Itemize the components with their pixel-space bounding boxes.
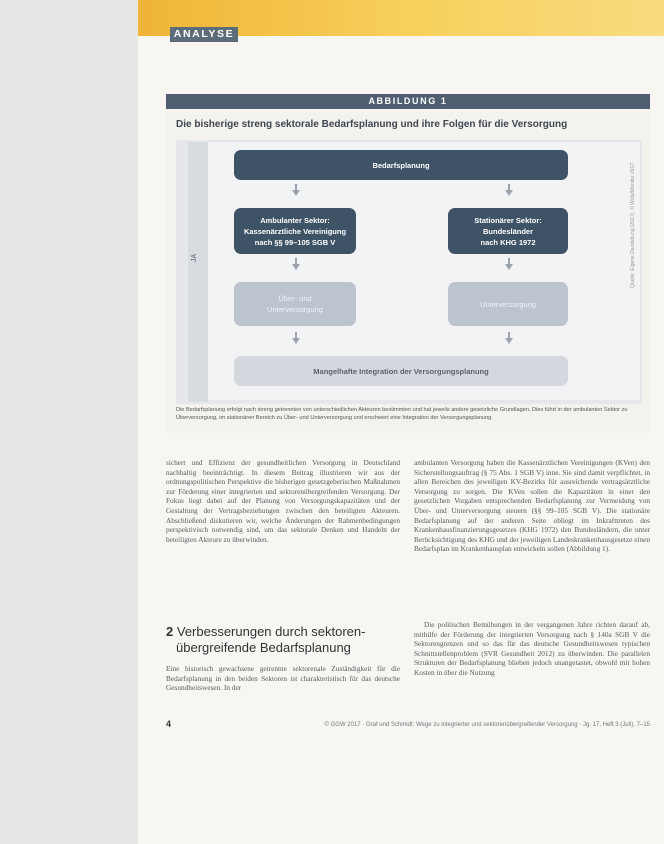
page-number: 4 xyxy=(166,719,172,729)
node-stat-line1: Stationärer Sektor: xyxy=(474,215,542,225)
node-unterversorgung: Unterversorgung xyxy=(448,282,568,326)
figure-label: ABBILDUNG 1 xyxy=(166,94,650,109)
section-heading-line2: übergreifende Bedarfsplanung xyxy=(176,640,351,655)
body-paragraph: Eine historisch gewachsene getrennte sektorenale Zuständigkeit für die Bedarfsplanung in den beiden Sektoren ist charakteristisch für das deutsche Gesundheitswesen. In der xyxy=(166,664,400,693)
node-bedarfsplanung: Bedarfsplanung xyxy=(234,150,568,180)
body-paragraph: ambulanten Versorgung haben die Kassenärztlichen Vereinigungen (KVen) den Sicherstellungsauftrag (§ 75 Abs. 1 SGB V) inne. Sie sind damit verpflichtet, in allen Bereichen des jeweiligen KV-Bezirks für ausreichende vertragsärztliche Versorgung zu sorgen. Die KVen sollen die Kapazitäten in einer den gesetzlichen Vorgaben entsprechenden Bedarfsplanung zur Vermeidung von Über- und Unterversorgung steuern (§§ 99–105 SGB V). Die stationäre Bedarfsplanung auf der anderen Seite obliegt im Inkrafttreten des Krankenhausfinanzierungsgesetzes (KHG 1972) den Bundesländern, die unter Berücksichtigung des KHG und der jeweiligen Landeskrankenhausgesetze einen Bedarfsplan im Krankenhausplan entwickeln sollen (Abbildung 1). xyxy=(414,458,650,554)
figure-source-note: Quelle: Eigene Darstellung (2017), © Wido/Monitor 2017 xyxy=(630,162,636,288)
node-stat-line2: Bundesländer xyxy=(482,226,533,236)
node-ueber-unterversorgung xyxy=(234,282,356,326)
node-amb-line3: nach §§ 99–105 SGB V xyxy=(254,237,336,247)
arrow-down-icon xyxy=(292,264,300,270)
body-paragraph: sichert und Effizienz der gesundheitlichen Versorgung in Deutschland nachhaltig beeinträchtigt. In diesem Beitrag illustrieren wir aus der ordnungspolitischen Perspektive die bisherigen gesetzgeberischen Maßnahmen zur Förderung einer integrierten und sektorenübergreifenden Versorgung. Der Fokus liegt dabei auf der Planung von Versorgungskapazitäten und der Gestaltung der Vertragsbeziehungen zwischen den beteiligten Akteuren. Abschließend diskutieren wir, welche Änderungen der Rahmenbedingungen perspektivisch notwendig sind, um das sektorale Denken und Handeln der beteiligten Akteure zu überwinden. xyxy=(166,458,400,544)
node-ambulanter-sektor xyxy=(234,208,356,254)
node-amb-line2: Kassenärztliche Vereinigung xyxy=(243,226,347,236)
figure-side-column xyxy=(188,142,208,402)
node-amb-line1: Ambulanter Sektor: xyxy=(260,215,330,225)
footer-citation: © GGW 2017 · Graf und Schmidt: Wege zu integrierter und sektorenübergreifender Versorgung · Jg. 17, Heft 3 (Juli), 7–15 xyxy=(324,722,650,728)
section-label: ANALYSE xyxy=(170,27,238,42)
arrow-down-icon xyxy=(505,338,513,344)
arrow-down-icon xyxy=(505,264,513,270)
body-right-column xyxy=(414,458,650,554)
heading-text-1: Verbesserungen durch sektoren- xyxy=(176,624,366,639)
body-left-column xyxy=(166,458,400,544)
node-stat-line3: nach KHG 1972 xyxy=(480,237,536,247)
arrow-down-icon xyxy=(292,338,300,344)
figure-title: Die bisherige streng sektorale Bedarfsplanung und ihre Folgen für die Versorgung xyxy=(176,119,568,130)
left-margin xyxy=(0,0,138,844)
body-paragraph: Die politischen Bemühungen in der vergangenen Jahre richten darauf ab, mithilfe der Förderung der integrierten Versorgung nach § 140a SGB V die Sektorengrenzen und so das für das deutsche Gesundheitswesen typischen Schnittstellenproblem (SVR Gesundheit 2012) zu überwinden. Die parallelen Strukturen der Bedarfsplanung blieben jedoch unangetastet, obwohl mit hohen Kosten in über die Nutzung xyxy=(414,620,650,677)
body-right-column-2 xyxy=(414,620,650,678)
section-number: 2 xyxy=(166,624,174,639)
node-ueber-line2: Unterversorgung xyxy=(267,305,323,314)
node-mangelhafte-integration: Mangelhafte Integration der Versorgungsplanung xyxy=(234,356,568,386)
figure-caption: Die Bedarfsplanung erfolgt nach streng getrennten von unterschiedlichen Akteuren bestimmten und hat jeweils andere gesetzliche Grundlagen. Dies führt in der ambulanten Sektor zu Überversorgung, im stationären Bereich zu Über- und Unterversorgung und erschwert eine Integration der Versorgungsplanung. xyxy=(176,407,628,421)
figure-side-label: JA xyxy=(191,253,198,262)
body-left-column-2 xyxy=(166,664,400,693)
section-heading xyxy=(166,624,398,656)
arrow-down-icon xyxy=(292,190,300,196)
node-stationaerer-sektor xyxy=(448,208,568,254)
section-heading-line1 xyxy=(166,624,398,640)
node-ueber-line1: Über- und xyxy=(278,294,312,303)
arrow-down-icon xyxy=(505,190,513,196)
